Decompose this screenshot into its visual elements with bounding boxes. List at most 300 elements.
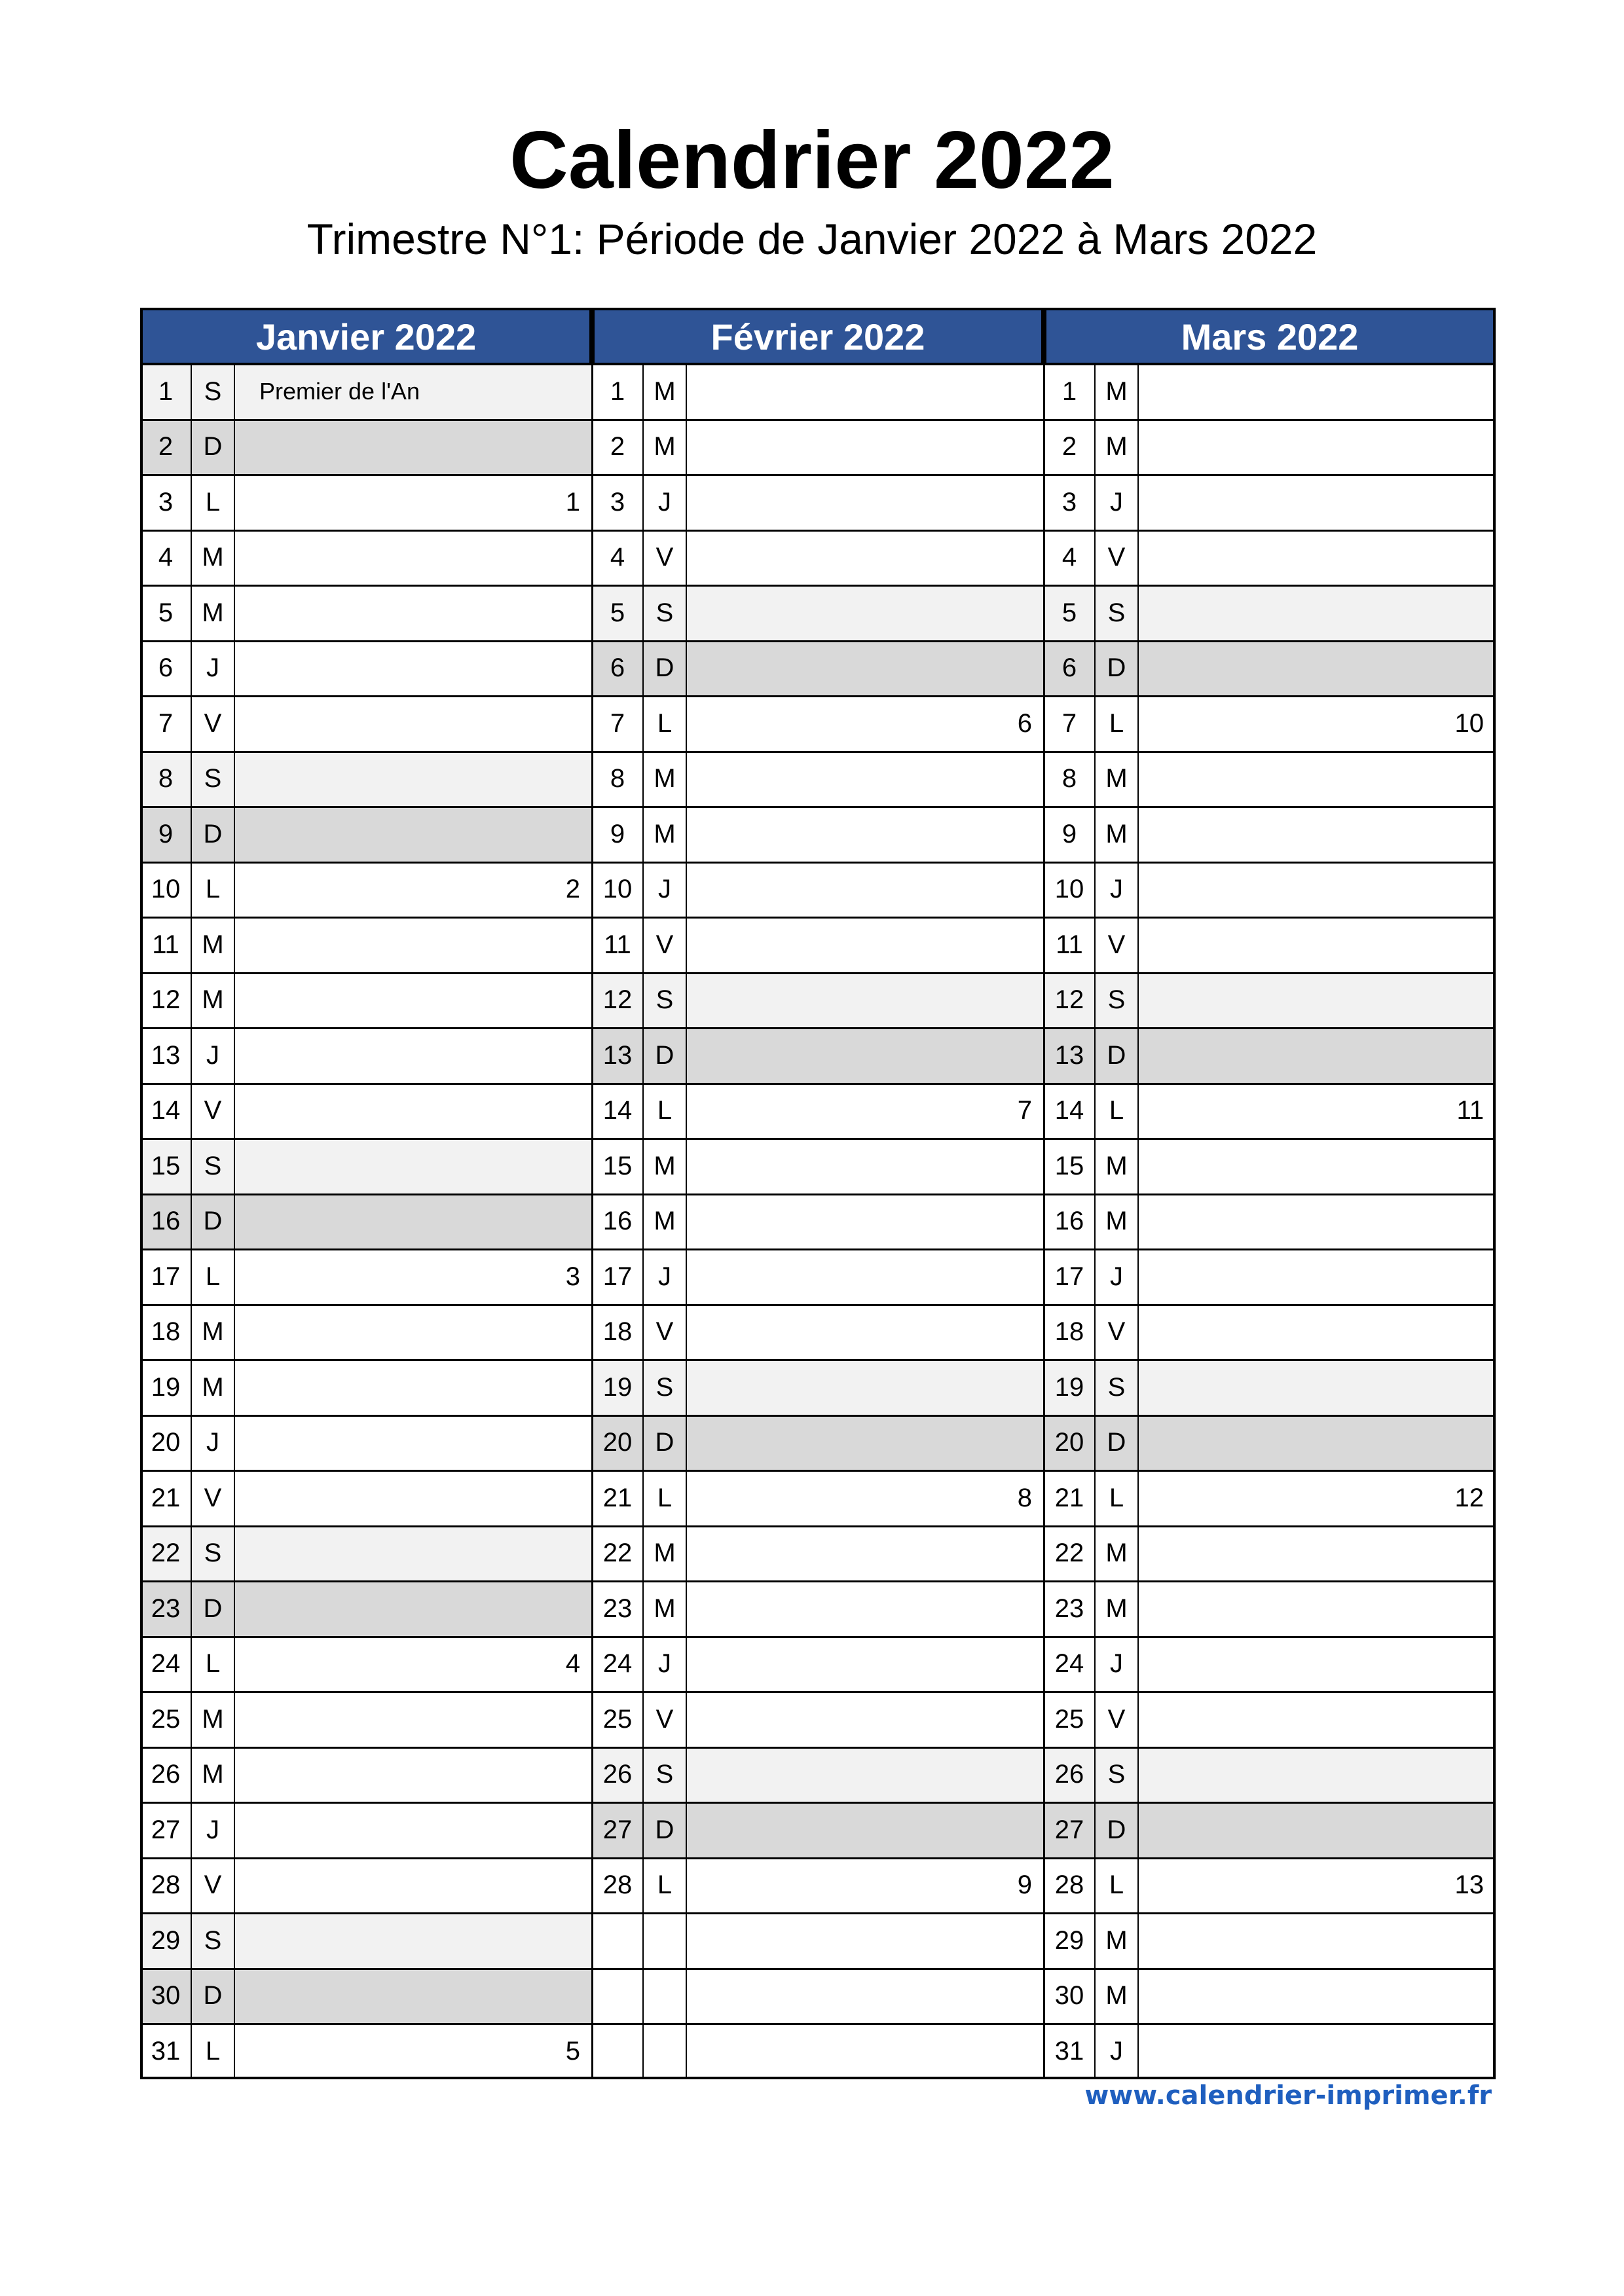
week-number: 9 [1017, 1870, 1032, 1900]
week-number [686, 1526, 1044, 1582]
week-number: 10 [1454, 708, 1484, 738]
weekday-letter: M [1105, 1207, 1128, 1236]
day-number: 15 [140, 1139, 191, 1194]
grid-line [140, 363, 1496, 365]
day-number: 24 [151, 1649, 181, 1679]
week-number [234, 752, 592, 807]
grid-line [140, 530, 1496, 532]
grid-line [140, 1580, 1496, 1582]
grid-line [140, 640, 1496, 642]
weekday-letter: M [202, 543, 224, 572]
weekday-letter: D [1095, 641, 1138, 697]
week-number [234, 1139, 592, 1194]
weekday-letter: S [643, 1360, 686, 1415]
week-number [686, 1969, 1044, 2024]
day-number: 4 [158, 543, 174, 572]
day-number: 2 [610, 432, 625, 462]
weekday-letter: L [657, 1096, 673, 1125]
week-number: 2 [565, 875, 580, 904]
weekday-letter: J [658, 875, 671, 904]
weekday-letter: J [1110, 1649, 1123, 1679]
grid-line [140, 1968, 1496, 1970]
grid-line [140, 1470, 1496, 1472]
weekday-letter: S [191, 1913, 234, 1969]
grid-line [140, 1912, 1496, 1914]
weekday-letter: V [655, 930, 674, 959]
week-number [686, 364, 1044, 420]
week-number [234, 420, 592, 475]
weekday-letter: J [658, 1262, 671, 1291]
weekday-letter: V [655, 543, 674, 572]
weekday-letter: S [1095, 1360, 1138, 1415]
weekday-letter: L [1109, 1870, 1124, 1900]
day-number: 24 [602, 1649, 633, 1679]
week-number [1138, 752, 1496, 807]
day-number: 30 [1054, 1981, 1084, 2011]
weekday-letter: J [206, 653, 219, 683]
day-number: 28 [151, 1870, 181, 1900]
grid-line [140, 1248, 1496, 1250]
weekday-letter: J [1110, 875, 1123, 904]
week-number [234, 641, 592, 697]
weekday-letter: M [654, 1207, 676, 1236]
day-number: 21 [602, 1483, 633, 1512]
week-number [686, 1360, 1044, 1415]
day-number: 12 [151, 985, 181, 1015]
day-number: 6 [1044, 641, 1095, 697]
weekday-letter: D [191, 1969, 234, 2024]
week-number [234, 1470, 592, 1526]
weekday-letter: S [643, 1747, 686, 1803]
day-number: 22 [1054, 1539, 1084, 1568]
day-number: 16 [140, 1194, 191, 1250]
day-number: 2 [140, 420, 191, 475]
week-number [1138, 1802, 1496, 1858]
week-number [1138, 364, 1496, 420]
week-number: 12 [1454, 1483, 1484, 1512]
week-number [1138, 862, 1496, 918]
day-number: 5 [592, 585, 643, 641]
week-number [686, 1747, 1044, 1803]
weekday-letter: M [202, 1704, 224, 1734]
day-number: 23 [1054, 1594, 1084, 1623]
month-header: Mars 2022 [1044, 308, 1496, 364]
day-number: 21 [151, 1483, 181, 1512]
weekday-letter: L [205, 875, 221, 904]
day-number: 11 [1056, 930, 1083, 959]
weekday-letter: D [191, 807, 234, 862]
weekday-letter: M [202, 985, 224, 1015]
week-number [1138, 2024, 1496, 2079]
grid-line [140, 1857, 1496, 1859]
day-number: 4 [1061, 543, 1077, 572]
week-number [1138, 1526, 1496, 1582]
weekday-letter: J [1110, 487, 1123, 517]
weekday-letter: V [655, 1317, 674, 1347]
day-number: 13 [1044, 1028, 1095, 1084]
grid-line [140, 1359, 1496, 1361]
grid-line [140, 1027, 1496, 1029]
grid-line [140, 1636, 1496, 1638]
week-number: 5 [565, 2036, 580, 2066]
week-number [234, 530, 592, 586]
weekday-letter: S [1095, 585, 1138, 641]
weekday-letter: M [202, 1317, 224, 1347]
day-number: 4 [610, 543, 625, 572]
week-number [234, 585, 592, 641]
week-number [1138, 530, 1496, 586]
grid-line [140, 1747, 1496, 1749]
weekday-letter: M [1105, 764, 1128, 793]
week-number [686, 917, 1044, 973]
day-number: 18 [1054, 1317, 1084, 1347]
day-number: 30 [140, 1969, 191, 2024]
day-number: 27 [151, 1815, 181, 1844]
weekday-letter: M [654, 1151, 676, 1180]
weekday-letter [643, 1913, 686, 1969]
weekday-letter: L [657, 1483, 673, 1512]
day-number: 26 [1044, 1747, 1095, 1803]
day-number: 9 [610, 819, 625, 848]
weekday-letter: D [191, 1581, 234, 1637]
week-number [1138, 1913, 1496, 1969]
day-number: 25 [1054, 1704, 1084, 1734]
weekday-letter: L [205, 487, 221, 517]
day-number: 10 [602, 875, 633, 904]
weekday-letter: J [206, 1428, 219, 1457]
day-number: 9 [1061, 819, 1077, 848]
weekday-letter: M [202, 1372, 224, 1402]
day-number: 29 [140, 1913, 191, 1969]
week-number [1138, 475, 1496, 530]
week-number [686, 807, 1044, 862]
week-number [1138, 1969, 1496, 2024]
week-number [234, 1747, 592, 1803]
day-number: 22 [602, 1539, 633, 1568]
day-number: 14 [151, 1096, 181, 1125]
week-number [234, 1028, 592, 1084]
quarter-calendar-table [140, 308, 1489, 2073]
day-number: 7 [1061, 708, 1077, 738]
weekday-letter: S [191, 1139, 234, 1194]
weekday-letter: M [1105, 1539, 1128, 1568]
weekday-letter: L [1109, 708, 1124, 738]
footer-website-link[interactable]: www.calendrier-imprimer.fr [1084, 2081, 1492, 2111]
weekday-letter: L [1109, 1096, 1124, 1125]
day-number: 19 [592, 1360, 643, 1415]
week-number [234, 696, 592, 752]
weekday-letter: J [1110, 2036, 1123, 2066]
week-number [1138, 1747, 1496, 1803]
week-number [1138, 1305, 1496, 1360]
week-number [686, 973, 1044, 1029]
weekday-letter: D [1095, 1415, 1138, 1471]
weekday-letter: D [191, 420, 234, 475]
day-number: 18 [602, 1317, 633, 1347]
day-number: 28 [602, 1870, 633, 1900]
grid-line [140, 806, 1496, 808]
week-number [686, 530, 1044, 586]
weekday-letter: M [1105, 432, 1128, 462]
day-number: 31 [1054, 2036, 1084, 2066]
day-number: 9 [140, 807, 191, 862]
day-number [592, 1913, 643, 1969]
weekday-letter: M [202, 1760, 224, 1789]
week-number [234, 807, 592, 862]
weekday-letter: M [1105, 1151, 1128, 1180]
week-number [1138, 1360, 1496, 1415]
weekday-letter: V [1107, 1317, 1126, 1347]
weekday-letter: D [643, 1415, 686, 1471]
week-number [686, 752, 1044, 807]
day-number: 10 [1054, 875, 1084, 904]
day-number: 19 [1044, 1360, 1095, 1415]
weekday-letter: M [654, 1539, 676, 1568]
week-number [1138, 420, 1496, 475]
day-number: 3 [610, 487, 625, 517]
weekday-letter: S [191, 1526, 234, 1582]
page-title: Calendrier 2022 [509, 115, 1115, 206]
weekday-letter: L [1109, 1483, 1124, 1512]
grid-line [140, 917, 1496, 919]
weekday-letter: J [1110, 1262, 1123, 1291]
day-number: 20 [592, 1415, 643, 1471]
week-number [1138, 1028, 1496, 1084]
day-number: 23 [602, 1594, 633, 1623]
day-number: 6 [158, 653, 174, 683]
week-number [1138, 973, 1496, 1029]
weekday-letter: L [657, 708, 673, 738]
day-number: 20 [151, 1428, 181, 1457]
day-number: 29 [1054, 1925, 1084, 1955]
weekday-letter: S [191, 364, 234, 420]
weekday-letter: D [191, 1194, 234, 1250]
week-number [686, 1194, 1044, 1250]
week-number: 7 [1017, 1096, 1032, 1125]
month-header: Février 2022 [592, 308, 1044, 364]
week-number [686, 641, 1044, 697]
week-number [686, 1249, 1044, 1305]
week-number [1138, 585, 1496, 641]
week-number [686, 475, 1044, 530]
week-number [234, 1305, 592, 1360]
day-number: 17 [1054, 1262, 1084, 1291]
day-number [592, 1969, 643, 2024]
grid-line [140, 1525, 1496, 1527]
weekday-letter: V [204, 1096, 222, 1125]
day-number: 27 [592, 1802, 643, 1858]
week-number: 1 [565, 487, 580, 517]
week-number: 3 [565, 1262, 580, 1291]
weekday-letter: M [202, 598, 224, 627]
week-number: 8 [1017, 1483, 1032, 1512]
week-number [1138, 1415, 1496, 1471]
weekday-letter: S [643, 585, 686, 641]
week-number [686, 420, 1044, 475]
week-number [1138, 641, 1496, 697]
day-number: 23 [140, 1581, 191, 1637]
weekday-letter: M [654, 432, 676, 462]
week-number [686, 585, 1044, 641]
weekday-letter: V [1107, 543, 1126, 572]
weekday-letter: M [1105, 819, 1128, 848]
grid-line [140, 419, 1496, 421]
day-number: 7 [158, 708, 174, 738]
day-number: 15 [1054, 1151, 1084, 1180]
week-number [234, 1194, 592, 1250]
page-subtitle: Trimestre N°1: Période de Janvier 2022 à Mars 2022 [306, 215, 1318, 263]
week-number: 4 [565, 1649, 580, 1679]
grid-line [140, 1802, 1496, 1804]
week-number [686, 862, 1044, 918]
week-number [686, 1415, 1044, 1471]
day-number: 22 [140, 1526, 191, 1582]
weekday-letter: S [643, 973, 686, 1029]
day-number: 24 [1054, 1649, 1084, 1679]
day-number: 31 [151, 2036, 181, 2066]
weekday-letter: V [1107, 930, 1126, 959]
day-number [592, 2024, 643, 2079]
weekday-letter: S [1095, 973, 1138, 1029]
weekday-letter: M [1105, 1594, 1128, 1623]
day-number: 16 [602, 1207, 633, 1236]
week-number [234, 1581, 592, 1637]
weekday-letter: J [206, 1040, 219, 1070]
day-number: 12 [592, 973, 643, 1029]
day-number: 13 [151, 1040, 181, 1070]
day-number: 16 [1054, 1207, 1084, 1236]
week-number [234, 917, 592, 973]
weekday-letter: V [655, 1704, 674, 1734]
week-number [234, 1360, 592, 1415]
day-number: 6 [592, 641, 643, 697]
holiday-label: Premier de l'An [234, 364, 592, 420]
weekday-letter: M [1105, 1925, 1128, 1955]
day-number: 11 [604, 930, 631, 959]
weekday-letter: M [654, 376, 676, 406]
weekday-letter: S [191, 752, 234, 807]
day-number: 5 [158, 598, 174, 627]
weekday-letter: J [658, 487, 671, 517]
weekday-letter: V [1107, 1704, 1126, 1734]
grid-line [1094, 364, 1096, 2079]
week-number [234, 1526, 592, 1582]
week-number [1138, 1581, 1496, 1637]
day-number: 11 [152, 930, 179, 959]
day-number: 13 [592, 1028, 643, 1084]
day-number: 14 [602, 1096, 633, 1125]
grid-line [140, 1138, 1496, 1140]
weekday-letter: M [654, 1594, 676, 1623]
day-number: 14 [1054, 1096, 1084, 1125]
week-number [1138, 1194, 1496, 1250]
week-number [686, 1028, 1044, 1084]
weekday-letter: M [654, 764, 676, 793]
day-number: 3 [158, 487, 174, 517]
weekday-letter: L [205, 1649, 221, 1679]
grid-line [140, 308, 1496, 310]
day-number: 2 [1061, 432, 1077, 462]
week-number [234, 1415, 592, 1471]
day-number: 27 [1044, 1802, 1095, 1858]
day-number: 26 [592, 1747, 643, 1803]
week-number: 13 [1454, 1870, 1484, 1900]
day-number: 18 [151, 1317, 181, 1347]
weekday-letter: J [206, 1815, 219, 1844]
weekday-letter: V [204, 1870, 222, 1900]
day-number: 28 [1054, 1870, 1084, 1900]
weekday-letter: L [205, 2036, 221, 2066]
day-number: 17 [602, 1262, 633, 1291]
week-number [234, 1858, 592, 1914]
grid-line [140, 1415, 1496, 1417]
grid-line [140, 1194, 1496, 1195]
grid-line [140, 2023, 1496, 2025]
grid-line [642, 364, 644, 2079]
weekday-letter: M [1105, 1981, 1128, 2011]
day-number: 19 [151, 1372, 181, 1402]
day-number: 5 [1044, 585, 1095, 641]
day-number: 8 [140, 752, 191, 807]
grid-line [234, 364, 235, 2079]
day-number: 10 [151, 875, 181, 904]
grid-line [140, 695, 1496, 697]
week-number [686, 1581, 1044, 1637]
month-header: Janvier 2022 [140, 308, 592, 364]
grid-line [140, 972, 1496, 974]
weekday-letter [643, 1969, 686, 2024]
week-number [1138, 917, 1496, 973]
weekday-letter: S [1095, 1747, 1138, 1803]
day-number: 25 [151, 1704, 181, 1734]
grid-line [140, 862, 1496, 864]
day-number: 1 [1061, 376, 1077, 406]
week-number [686, 1913, 1044, 1969]
day-number: 12 [1044, 973, 1095, 1029]
grid-line [140, 585, 1496, 587]
grid-line [140, 751, 1496, 753]
week-number [686, 2024, 1044, 2079]
week-number [1138, 1249, 1496, 1305]
week-number: 6 [1017, 708, 1032, 738]
week-number [234, 1802, 592, 1858]
day-number: 1 [140, 364, 191, 420]
day-number: 25 [602, 1704, 633, 1734]
weekday-letter: L [657, 1870, 673, 1900]
grid-line [140, 474, 1496, 476]
week-number [1138, 1637, 1496, 1692]
week-number [1138, 1692, 1496, 1747]
week-number [234, 1969, 592, 2024]
grid-line [140, 1304, 1496, 1306]
day-number: 7 [610, 708, 625, 738]
day-number: 20 [1044, 1415, 1095, 1471]
grid-line [140, 1083, 1496, 1085]
week-number [234, 973, 592, 1029]
weekday-letter: M [654, 819, 676, 848]
weekday-letter: D [643, 1802, 686, 1858]
day-number: 21 [1054, 1483, 1084, 1512]
week-number [686, 1802, 1044, 1858]
week-number [1138, 807, 1496, 862]
week-number: 11 [1456, 1096, 1484, 1125]
weekday-letter: M [1105, 376, 1128, 406]
week-number [686, 1305, 1044, 1360]
week-number [686, 1139, 1044, 1194]
grid-line [140, 2077, 1496, 2079]
week-number [686, 1637, 1044, 1692]
day-number: 1 [610, 376, 625, 406]
